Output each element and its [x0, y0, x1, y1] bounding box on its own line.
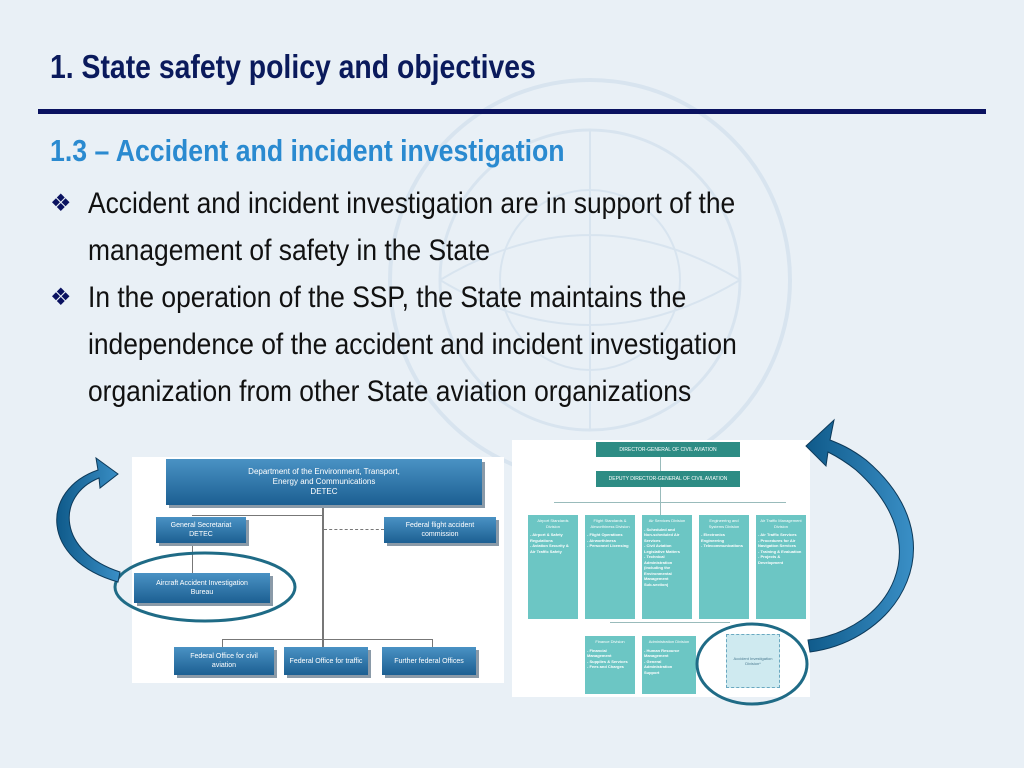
division-item: - Human Resource Management [644, 648, 694, 659]
slide-title: 1. State safety policy and objectives [50, 48, 536, 85]
deputy-director-box: DEPUTY DIRECTOR-GENERAL OF CIVIL AVIATION [596, 471, 740, 487]
director-general-box: DIRECTOR-GENERAL OF CIVIL AVIATION [596, 442, 740, 457]
org-box-civil-aviation: Federal Office for civil aviation [174, 647, 274, 675]
division-name: Airport Standards Division [537, 518, 569, 529]
division-item: - Technical Administration (including the Environmental Management Sub-section) [644, 554, 690, 587]
division-item: - Aviation Security & Air Traffic Safety [530, 543, 576, 554]
division-item: - Flight Operations [587, 532, 633, 538]
aid-highlight-ellipse [697, 624, 807, 704]
section-subtitle: 1.3 – Accident and incident investigation [50, 133, 565, 168]
curved-arrow-left-icon [57, 458, 120, 582]
division-item: - Airport & Safety Regulations [530, 532, 576, 543]
division-item: - Procedures for Air Navigation Services [758, 538, 804, 549]
division-item: - Personnel Licensing [587, 543, 633, 549]
division-item: - Electronics Engineering [701, 532, 747, 543]
division-item: - Projects & Development [758, 554, 804, 565]
division-item: - Supplies & Services [587, 659, 633, 665]
division-name: Air Traffic Management Division [760, 518, 802, 529]
org-box-flight-commission: Federal flight accident commission [384, 517, 496, 543]
diamond-bullet-icon: ❖ [50, 284, 72, 311]
org-box-traffic: Federal Office for traffic [284, 647, 368, 675]
division-item: - Fees and Charges [587, 664, 633, 670]
division-item: - Financial Management [587, 648, 633, 659]
division-item: - Scheduled and Non-scheduled Air Services [644, 527, 690, 544]
aaib-highlight-ellipse [115, 553, 295, 621]
division-item: - Telecommunications [701, 543, 747, 549]
diamond-bullet-icon: ❖ [50, 190, 72, 217]
division-name: Flight Standards & Airworthiness Division [590, 518, 630, 529]
division-name: Air Services Division [648, 518, 686, 523]
bullet-text: Accident and incident investigation are in support of the management of safety in the State [88, 187, 736, 267]
org-box-general-secretariat: General Secretariat DETEC [156, 517, 246, 543]
bullet-text: In the operation of the SSP, the State maintains the independence of the accident and incident investigation organization from other State aviation organizations [88, 281, 737, 408]
division-name: Administration Division [648, 639, 690, 644]
division-name: Engineering and Systems Division [708, 518, 740, 529]
division-item: - General Administration Support [644, 659, 694, 676]
accident-investigation-division-box: Accident Investigation Division* [726, 634, 780, 688]
division-item: - Civil Aviation Legislative Matters [644, 543, 690, 554]
division-item: - Training & Evaluation [758, 549, 804, 555]
division-name: Finance Division [595, 639, 625, 644]
org-box-detec: Department of the Environment, Transport, Energy and Communications DETEC [166, 459, 482, 505]
curved-arrow-right-icon [806, 420, 913, 652]
division-item: - Airworthiness [587, 538, 633, 544]
org-box-aaib: Aircraft Accident Investigation Bureau [134, 573, 270, 603]
division-item: - Air Traffic Services [758, 532, 804, 538]
org-box-further-offices: Further federal Offices [382, 647, 476, 675]
